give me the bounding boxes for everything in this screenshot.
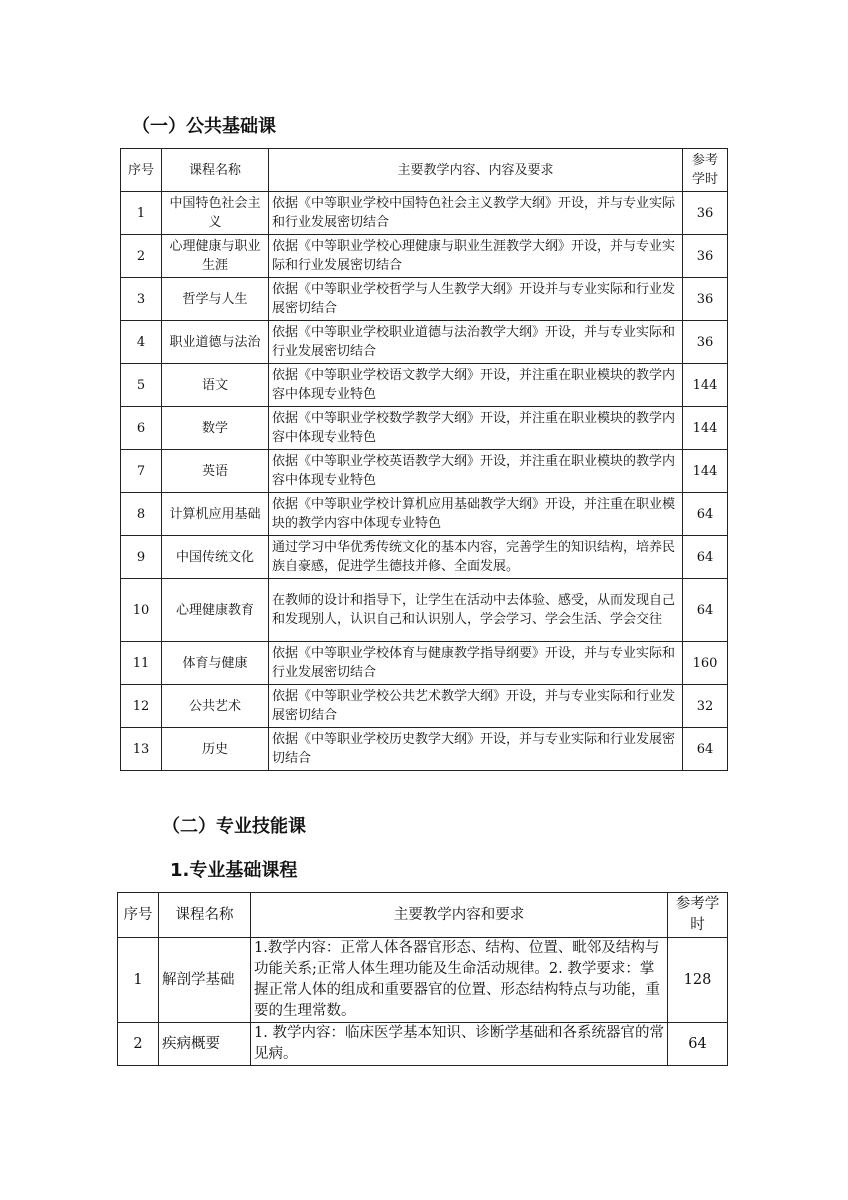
table-row bbox=[121, 493, 728, 536]
cell-course-name: 中国特色社会主义 bbox=[162, 192, 269, 235]
cell-index: 12 bbox=[121, 685, 162, 728]
cell-index: 1 bbox=[118, 938, 159, 1023]
cell-course-name: 公共艺术 bbox=[162, 685, 269, 728]
cell-hours: 64 bbox=[668, 1023, 728, 1066]
table-row bbox=[121, 536, 728, 579]
cell-hours: 144 bbox=[683, 364, 728, 407]
cell-index: 5 bbox=[121, 364, 162, 407]
table-row bbox=[121, 192, 728, 235]
table-row bbox=[118, 1023, 728, 1066]
cell-course-name: 历史 bbox=[162, 728, 269, 771]
subsection-title-basic-courses: 1.专业基础课程 bbox=[170, 860, 298, 881]
cell-hours: 36 bbox=[683, 235, 728, 278]
cell-hours: 160 bbox=[683, 642, 728, 685]
header-index: 序号 bbox=[118, 893, 159, 938]
basic-courses-table bbox=[117, 892, 728, 1066]
cell-index: 10 bbox=[121, 579, 162, 642]
cell-index: 4 bbox=[121, 321, 162, 364]
header-content: 主要教学内容和要求 bbox=[251, 893, 668, 938]
table-row bbox=[121, 278, 728, 321]
cell-index: 13 bbox=[121, 728, 162, 771]
cell-content: 依据《中等职业学校历史教学大纲》开设，并与专业实际和行业发展密切结合 bbox=[269, 728, 683, 771]
header-content: 主要教学内容、内容及要求 bbox=[269, 149, 683, 192]
header-hours: 参考学时 bbox=[668, 893, 728, 938]
cell-content: 依据《中等职业学校心理健康与职业生涯教学大纲》开设，并与专业实际和行业发展密切结合 bbox=[269, 235, 683, 278]
cell-course-name: 疾病概要 bbox=[159, 1023, 251, 1066]
cell-course-name: 哲学与人生 bbox=[162, 278, 269, 321]
table-row bbox=[121, 235, 728, 278]
table-row bbox=[121, 642, 728, 685]
cell-hours: 36 bbox=[683, 321, 728, 364]
cell-index: 6 bbox=[121, 407, 162, 450]
table-row bbox=[121, 321, 728, 364]
cell-content: 依据《中等职业学校公共艺术教学大纲》开设，并与专业实际和行业发展密切结合 bbox=[269, 685, 683, 728]
cell-content: 依据《中等职业学校计算机应用基础教学大纲》开设，并注重在职业模块的教学内容中体现专业特色 bbox=[269, 493, 683, 536]
cell-content: 依据《中等职业学校哲学与人生教学大纲》开设并与专业实际和行业发展密切结合 bbox=[269, 278, 683, 321]
cell-index: 2 bbox=[118, 1023, 159, 1066]
cell-hours: 128 bbox=[668, 938, 728, 1023]
cell-content: 1.教学内容：正常人体各器官形态、结构、位置、毗邻及结构与功能关系;正常人体生理功能及生命活动规律。2. 教学要求：掌握正常人体的组成和重要器官的位置、形态结构特点与功能，重要的生理常数。 bbox=[251, 938, 668, 1023]
cell-content: 通过学习中华优秀传统文化的基本内容，完善学生的知识结构，培养民族自豪感，促进学生德技并修、全面发展。 bbox=[269, 536, 683, 579]
table-row bbox=[121, 728, 728, 771]
public-courses-body bbox=[121, 192, 728, 771]
cell-index: 2 bbox=[121, 235, 162, 278]
cell-content: 依据《中等职业学校英语教学大纲》开设，并注重在职业模块的教学内容中体现专业特色 bbox=[269, 450, 683, 493]
cell-hours: 64 bbox=[683, 493, 728, 536]
public-courses-table bbox=[120, 148, 728, 771]
cell-course-name: 计算机应用基础 bbox=[162, 493, 269, 536]
cell-hours: 144 bbox=[683, 407, 728, 450]
table-row bbox=[121, 450, 728, 493]
table-row bbox=[121, 579, 728, 642]
cell-index: 7 bbox=[121, 450, 162, 493]
header-course-name: 课程名称 bbox=[159, 893, 251, 938]
header-hours: 参考学时 bbox=[683, 149, 728, 192]
cell-content: 依据《中等职业学校职业道德与法治教学大纲》开设，并与专业实际和行业发展密切结合 bbox=[269, 321, 683, 364]
table-row bbox=[121, 685, 728, 728]
cell-course-name: 心理健康教育 bbox=[162, 579, 269, 642]
cell-course-name: 心理健康与职业生涯 bbox=[162, 235, 269, 278]
table-row bbox=[121, 364, 728, 407]
cell-course-name: 职业道德与法治 bbox=[162, 321, 269, 364]
cell-course-name: 中国传统文化 bbox=[162, 536, 269, 579]
cell-hours: 64 bbox=[683, 728, 728, 771]
table-row bbox=[121, 407, 728, 450]
cell-content: 在教师的设计和指导下，让学生在活动中去体验、感受，从而发现自己和发现别人，认识自己和认识别人，学会学习、学会生活、学会交往 bbox=[269, 579, 683, 642]
cell-index: 3 bbox=[121, 278, 162, 321]
cell-course-name: 数学 bbox=[162, 407, 269, 450]
cell-content: 依据《中等职业学校数学教学大纲》开设，并注重在职业模块的教学内容中体现专业特色 bbox=[269, 407, 683, 450]
table-header-row bbox=[118, 893, 728, 938]
cell-index: 1 bbox=[121, 192, 162, 235]
header-course-name: 课程名称 bbox=[162, 149, 269, 192]
cell-index: 8 bbox=[121, 493, 162, 536]
section-title-skill-courses: （二）专业技能课 bbox=[162, 816, 306, 837]
cell-content: 依据《中等职业学校体育与健康教学指导纲要》开设，并与专业实际和行业发展密切结合 bbox=[269, 642, 683, 685]
section-title-public-courses: （一）公共基础课 bbox=[132, 116, 276, 137]
cell-hours: 36 bbox=[683, 192, 728, 235]
cell-course-name: 解剖学基础 bbox=[159, 938, 251, 1023]
cell-hours: 64 bbox=[683, 536, 728, 579]
cell-content: 依据《中等职业学校中国特色社会主义教学大纲》开设，并与专业实际和行业发展密切结合 bbox=[269, 192, 683, 235]
cell-course-name: 体育与健康 bbox=[162, 642, 269, 685]
cell-index: 11 bbox=[121, 642, 162, 685]
basic-courses-body bbox=[118, 938, 728, 1066]
cell-index: 9 bbox=[121, 536, 162, 579]
table-header-row bbox=[121, 149, 728, 192]
cell-course-name: 英语 bbox=[162, 450, 269, 493]
cell-course-name: 语文 bbox=[162, 364, 269, 407]
cell-content: 依据《中等职业学校语文教学大纲》开设，并注重在职业模块的教学内容中体现专业特色 bbox=[269, 364, 683, 407]
cell-hours: 64 bbox=[683, 579, 728, 642]
table-row bbox=[118, 938, 728, 1023]
cell-hours: 36 bbox=[683, 278, 728, 321]
cell-hours: 144 bbox=[683, 450, 728, 493]
header-index: 序号 bbox=[121, 149, 162, 192]
cell-hours: 32 bbox=[683, 685, 728, 728]
cell-content: 1. 教学内容：临床医学基本知识、诊断学基础和各系统器官的常见病。 bbox=[251, 1023, 668, 1066]
